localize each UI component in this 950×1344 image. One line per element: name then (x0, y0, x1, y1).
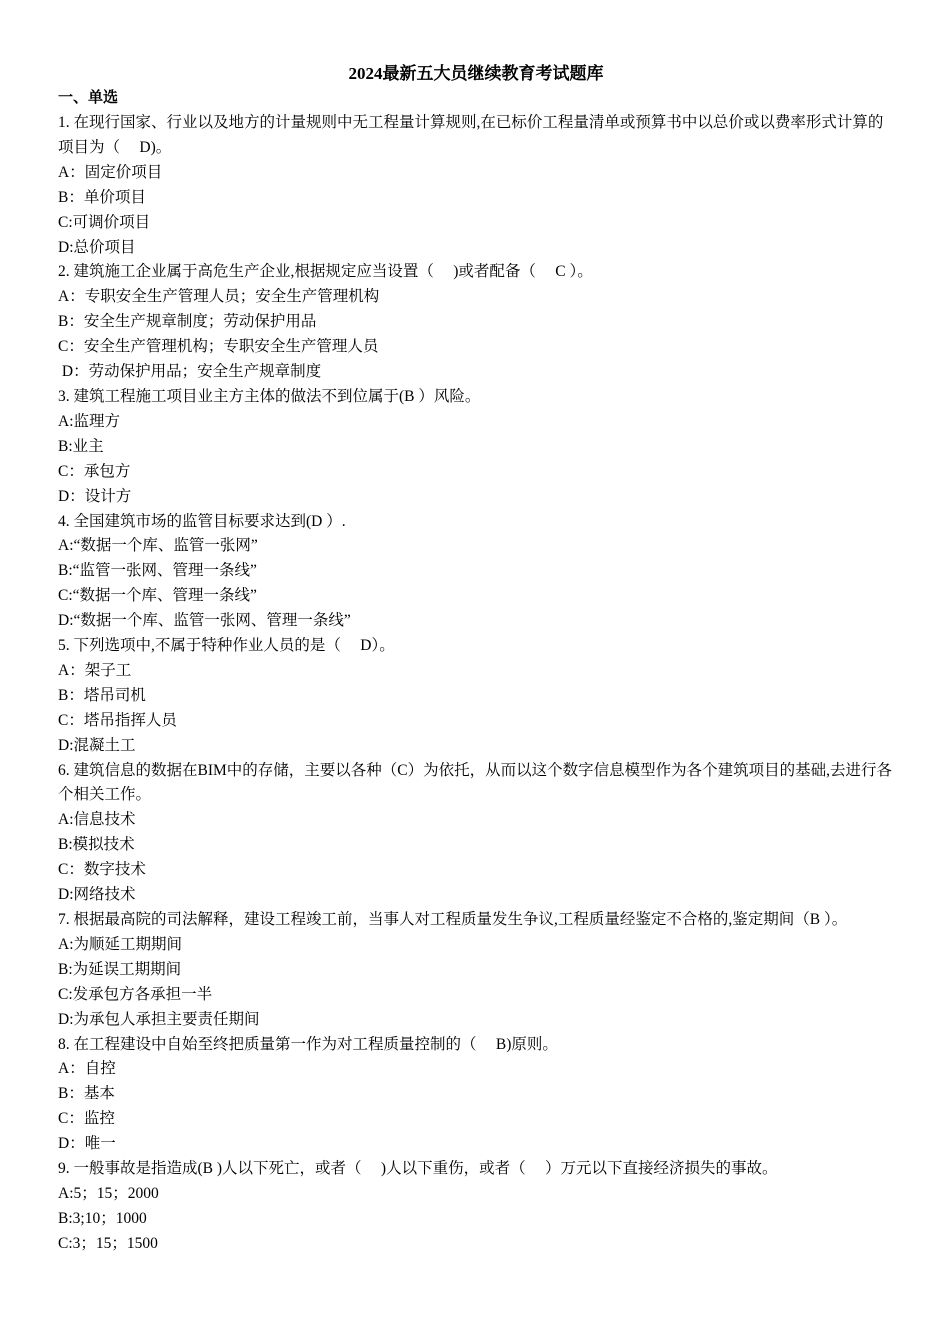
option-c: C：塔吊指挥人员 (58, 711, 177, 729)
question-text: 5. 下列选项中,不属于特种作业人员的是（ D）。 (58, 637, 395, 655)
option-d: D:网络技术 (58, 886, 136, 904)
option-d: D：唯一 (58, 1135, 116, 1153)
option-d: D:为承包人承担主要责任期间 (58, 1010, 260, 1028)
option-c: C：数字技术 (58, 861, 146, 879)
option-c: C：安全生产管理机构；专职安全生产管理人员 (58, 338, 379, 356)
option-a: A:5；15；2000 (58, 1184, 159, 1202)
question-text: 8. 在工程建设中自始至终把质量第一作为对工程质量控制的（ B)原则。 (58, 1035, 558, 1053)
question-text: 2. 建筑施工企业属于高危生产企业,根据规定应当设置（ )或者配备（ C ）。 (58, 263, 593, 281)
option-d: D:混凝土工 (58, 736, 136, 754)
option-b: B:模拟技术 (58, 836, 135, 854)
option-a: A：专职安全生产管理人员；安全生产管理机构 (58, 288, 380, 306)
section-heading: 一、单选 (58, 90, 119, 106)
document-title: 2024最新五大员继续教育考试题库 (348, 64, 604, 83)
option-d: D:“数据一个库、监管一张网、管理一条线” (58, 612, 351, 630)
option-d: D:总价项目 (58, 238, 136, 256)
question-text: 6. 建筑信息的数据在BIM中的存储，主要以各种（C）为依托，从而以这个数字信息模型作为各个建筑项目的基础,去进行各个相关工作。 (58, 761, 892, 804)
option-d: D：设计方 (58, 487, 132, 505)
option-a: A：固定价项目 (58, 163, 163, 181)
option-a: A:监理方 (58, 412, 121, 430)
option-c: C:“数据一个库、管理一条线” (58, 587, 257, 605)
option-b: B：安全生产规章制度；劳动保护用品 (58, 313, 317, 331)
question-text: 4. 全国建筑市场的监管目标要求达到(D ）. (58, 512, 346, 530)
option-b: B:业主 (58, 437, 104, 455)
question-text: 1. 在现行国家、行业以及地方的计量规则中无工程量计算规则,在已标价工程量清单或预算书中以总价或以费率形式计算的项目为（ D)。 (58, 114, 884, 156)
option-c: C:发承包方各承担一半 (58, 985, 213, 1003)
option-a: A:信息技术 (58, 811, 136, 829)
option-b: B:3;10；1000 (58, 1209, 147, 1227)
question-text: 9. 一般事故是指造成(B )人以下死亡，或者（ )人以下重伤，或者（ ）万元以下直接经济损失的事故。 (58, 1160, 778, 1178)
question-text: 3. 建筑工程施工项目业主方主体的做法不到位属于(B ）风险。 (58, 387, 481, 405)
option-c: C:3；15；1500 (58, 1234, 158, 1252)
option-a: A:为顺延工期期间 (58, 935, 183, 953)
option-b: B:为延误工期期间 (58, 960, 182, 978)
option-b: B：单价项目 (58, 188, 146, 206)
option-c: C：监控 (58, 1110, 115, 1128)
option-a: A：架子工 (58, 661, 132, 679)
option-b: B：基本 (58, 1085, 115, 1103)
option-d: D：劳动保护用品；安全生产规章制度 (58, 363, 322, 381)
option-c: C：承包方 (58, 462, 131, 480)
question-text: 7. 根据最高院的司法解释，建设工程竣工前，当事人对工程质量发生争议,工程质量经鉴定不合格的,鉴定期间（B ）。 (58, 911, 848, 928)
option-c: C:可调价项目 (58, 213, 151, 231)
option-a: A:“数据一个库、监管一张网” (58, 537, 258, 555)
option-b: B：塔吊司机 (58, 686, 146, 704)
option-a: A：自控 (58, 1060, 116, 1078)
option-b: B:“监管一张网、管理一条线” (58, 562, 257, 580)
